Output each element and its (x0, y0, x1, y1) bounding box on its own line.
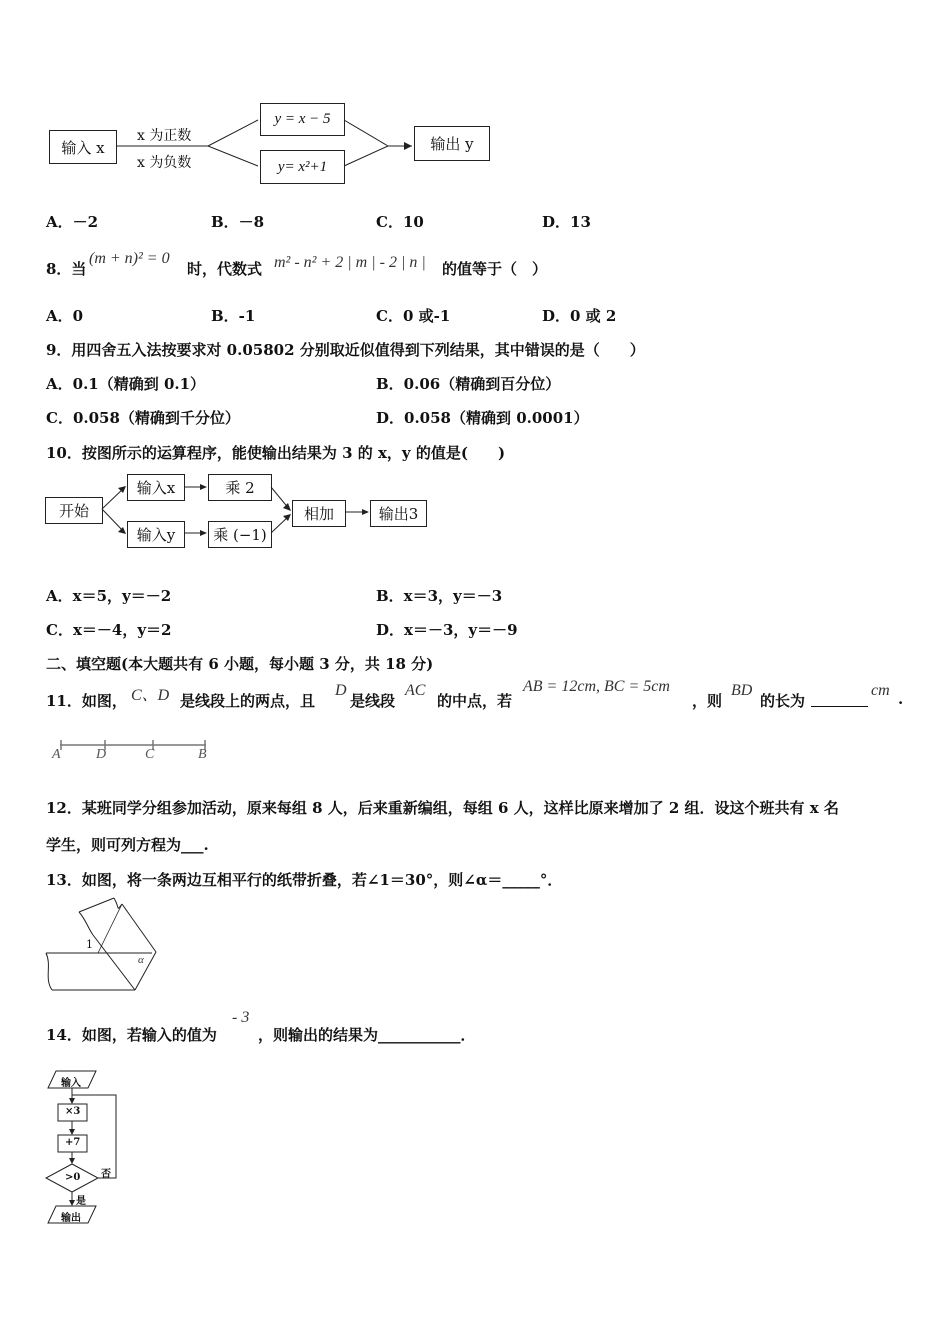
q7-option-d: D．13 (542, 213, 591, 231)
q7-cond-positive: x 为正数 (137, 128, 192, 144)
q7-cond-negative: x 为负数 (137, 155, 192, 171)
q11-prefix: 11．如图， (46, 692, 127, 710)
q8-option-a: A．0 (46, 307, 84, 325)
q10-mul2-box: 乘 2 (208, 474, 272, 501)
q11-text5: 的长为 (760, 692, 806, 710)
q11-label-c: C (145, 747, 155, 762)
q14-add7-label: +7 (65, 1137, 81, 1148)
q10-input-y-box: 输入y (127, 521, 185, 548)
q14-yes-label: 是 (76, 1196, 86, 1207)
q8-option-b: B．-1 (211, 307, 256, 325)
q10-input-x-box: 输入x (127, 474, 185, 501)
q8-option-d: D．0 或 2 (542, 307, 617, 325)
q14-no-label: 否 (101, 1169, 111, 1180)
q11-ac: AC (405, 682, 426, 699)
q12-line1: 12．某班同学分组参加活动，原来每组 8 人，后来重新编组，每组 6 人，这样比原来增加了 2 组．设这个班共有 x 名 (46, 799, 839, 817)
q8-option-c: C．0 或-1 (376, 307, 451, 325)
q11-label-b: B (198, 747, 207, 762)
q14-prefix: 14．如图，若输入的值为 (46, 1026, 217, 1044)
q10-mul-neg1-box: 乘 (−1) (208, 521, 272, 548)
q9-option-d: D．0.058（精确到 0.0001） (376, 409, 589, 427)
q11-label-a: A (52, 747, 61, 762)
q14-cond-label: >0 (65, 1172, 81, 1183)
q10-start-box: 开始 (45, 497, 103, 524)
q7-option-b: B．－8 (211, 213, 265, 231)
q14-mul3-label: ×3 (65, 1106, 81, 1117)
q8-condition: (m + n)² = 0 (89, 250, 170, 267)
q11-bd: BD (731, 682, 753, 699)
q7-func2-box: y= x²+1 (260, 150, 345, 184)
q11-text1: 是线段上的两点，且 (180, 692, 316, 710)
q8-expression: m² - n² + 2 | m | - 2 | n | (274, 254, 426, 271)
q14-value: - 3 (232, 1009, 250, 1026)
q8-mid: 时，代数式 (187, 260, 263, 278)
q10-option-c: C．x＝－4，y＝2 (46, 621, 172, 639)
q9-text: 9．用四舍五入法按要求对 0.05802 分别取近似值得到下列结果，其中错误的是（ ） (46, 341, 645, 359)
q13-angle1-label: 1 (86, 938, 93, 951)
q11-unit: cm (871, 682, 890, 699)
q14-input-label: 输入 (61, 1078, 81, 1089)
q10-text: 10．按图所示的运算程序，能使输出结果为 3 的 x，y 的值是( ) (46, 444, 506, 462)
q10-option-d: D．x＝－3，y＝－9 (376, 621, 518, 639)
q9-option-b: B．0.06（精确到百分位） (376, 375, 561, 393)
q10-option-a: A．x＝5，y＝－2 (46, 587, 172, 605)
q12-line2: 学生，则可列方程为___. (46, 836, 209, 854)
q11-given: AB = 12cm, BC = 5cm (523, 678, 670, 695)
q7-input-box: 输入 x (49, 130, 117, 164)
q8-suffix: 的值等于（ ） (442, 260, 548, 278)
q11-text2: 是线段 (350, 692, 396, 710)
q9-option-c: C．0.058（精确到千分位） (46, 409, 240, 427)
q10-option-b: B．x＝3，y＝－3 (376, 587, 503, 605)
q9-option-a: A．0.1（精确到 0.1） (46, 375, 206, 393)
q10-output-box: 输出3 (370, 500, 427, 527)
q11-cd: C、D (131, 687, 170, 704)
q7-option-c: C．10 (376, 213, 424, 231)
section2-title: 二、填空题(本大题共有 6 小题，每小题 3 分，共 18 分) (46, 655, 434, 673)
q13-alpha-label: α (138, 954, 144, 966)
q11-text4: ，则 (692, 692, 723, 710)
q14-suffix: ，则输出的结果为___________． (258, 1026, 476, 1044)
q11-end: . (898, 690, 904, 708)
q11-text3: 的中点，若 (437, 692, 513, 710)
q7-output-box: 输出 y (414, 126, 490, 161)
q8-prefix: 8．当 (46, 260, 87, 278)
q13-text: 13．如图，将一条两边互相平行的纸带折叠，若∠1＝30°，则∠α＝_____°． (46, 871, 563, 889)
q11-label-d: D (96, 747, 107, 762)
q11-d: D (335, 682, 347, 699)
q7-option-a: A．－2 (46, 213, 99, 231)
q10-add-box: 相加 (292, 500, 346, 527)
q14-output-label: 输出 (61, 1213, 81, 1224)
q7-func1-box: y = x − 5 (260, 103, 345, 136)
